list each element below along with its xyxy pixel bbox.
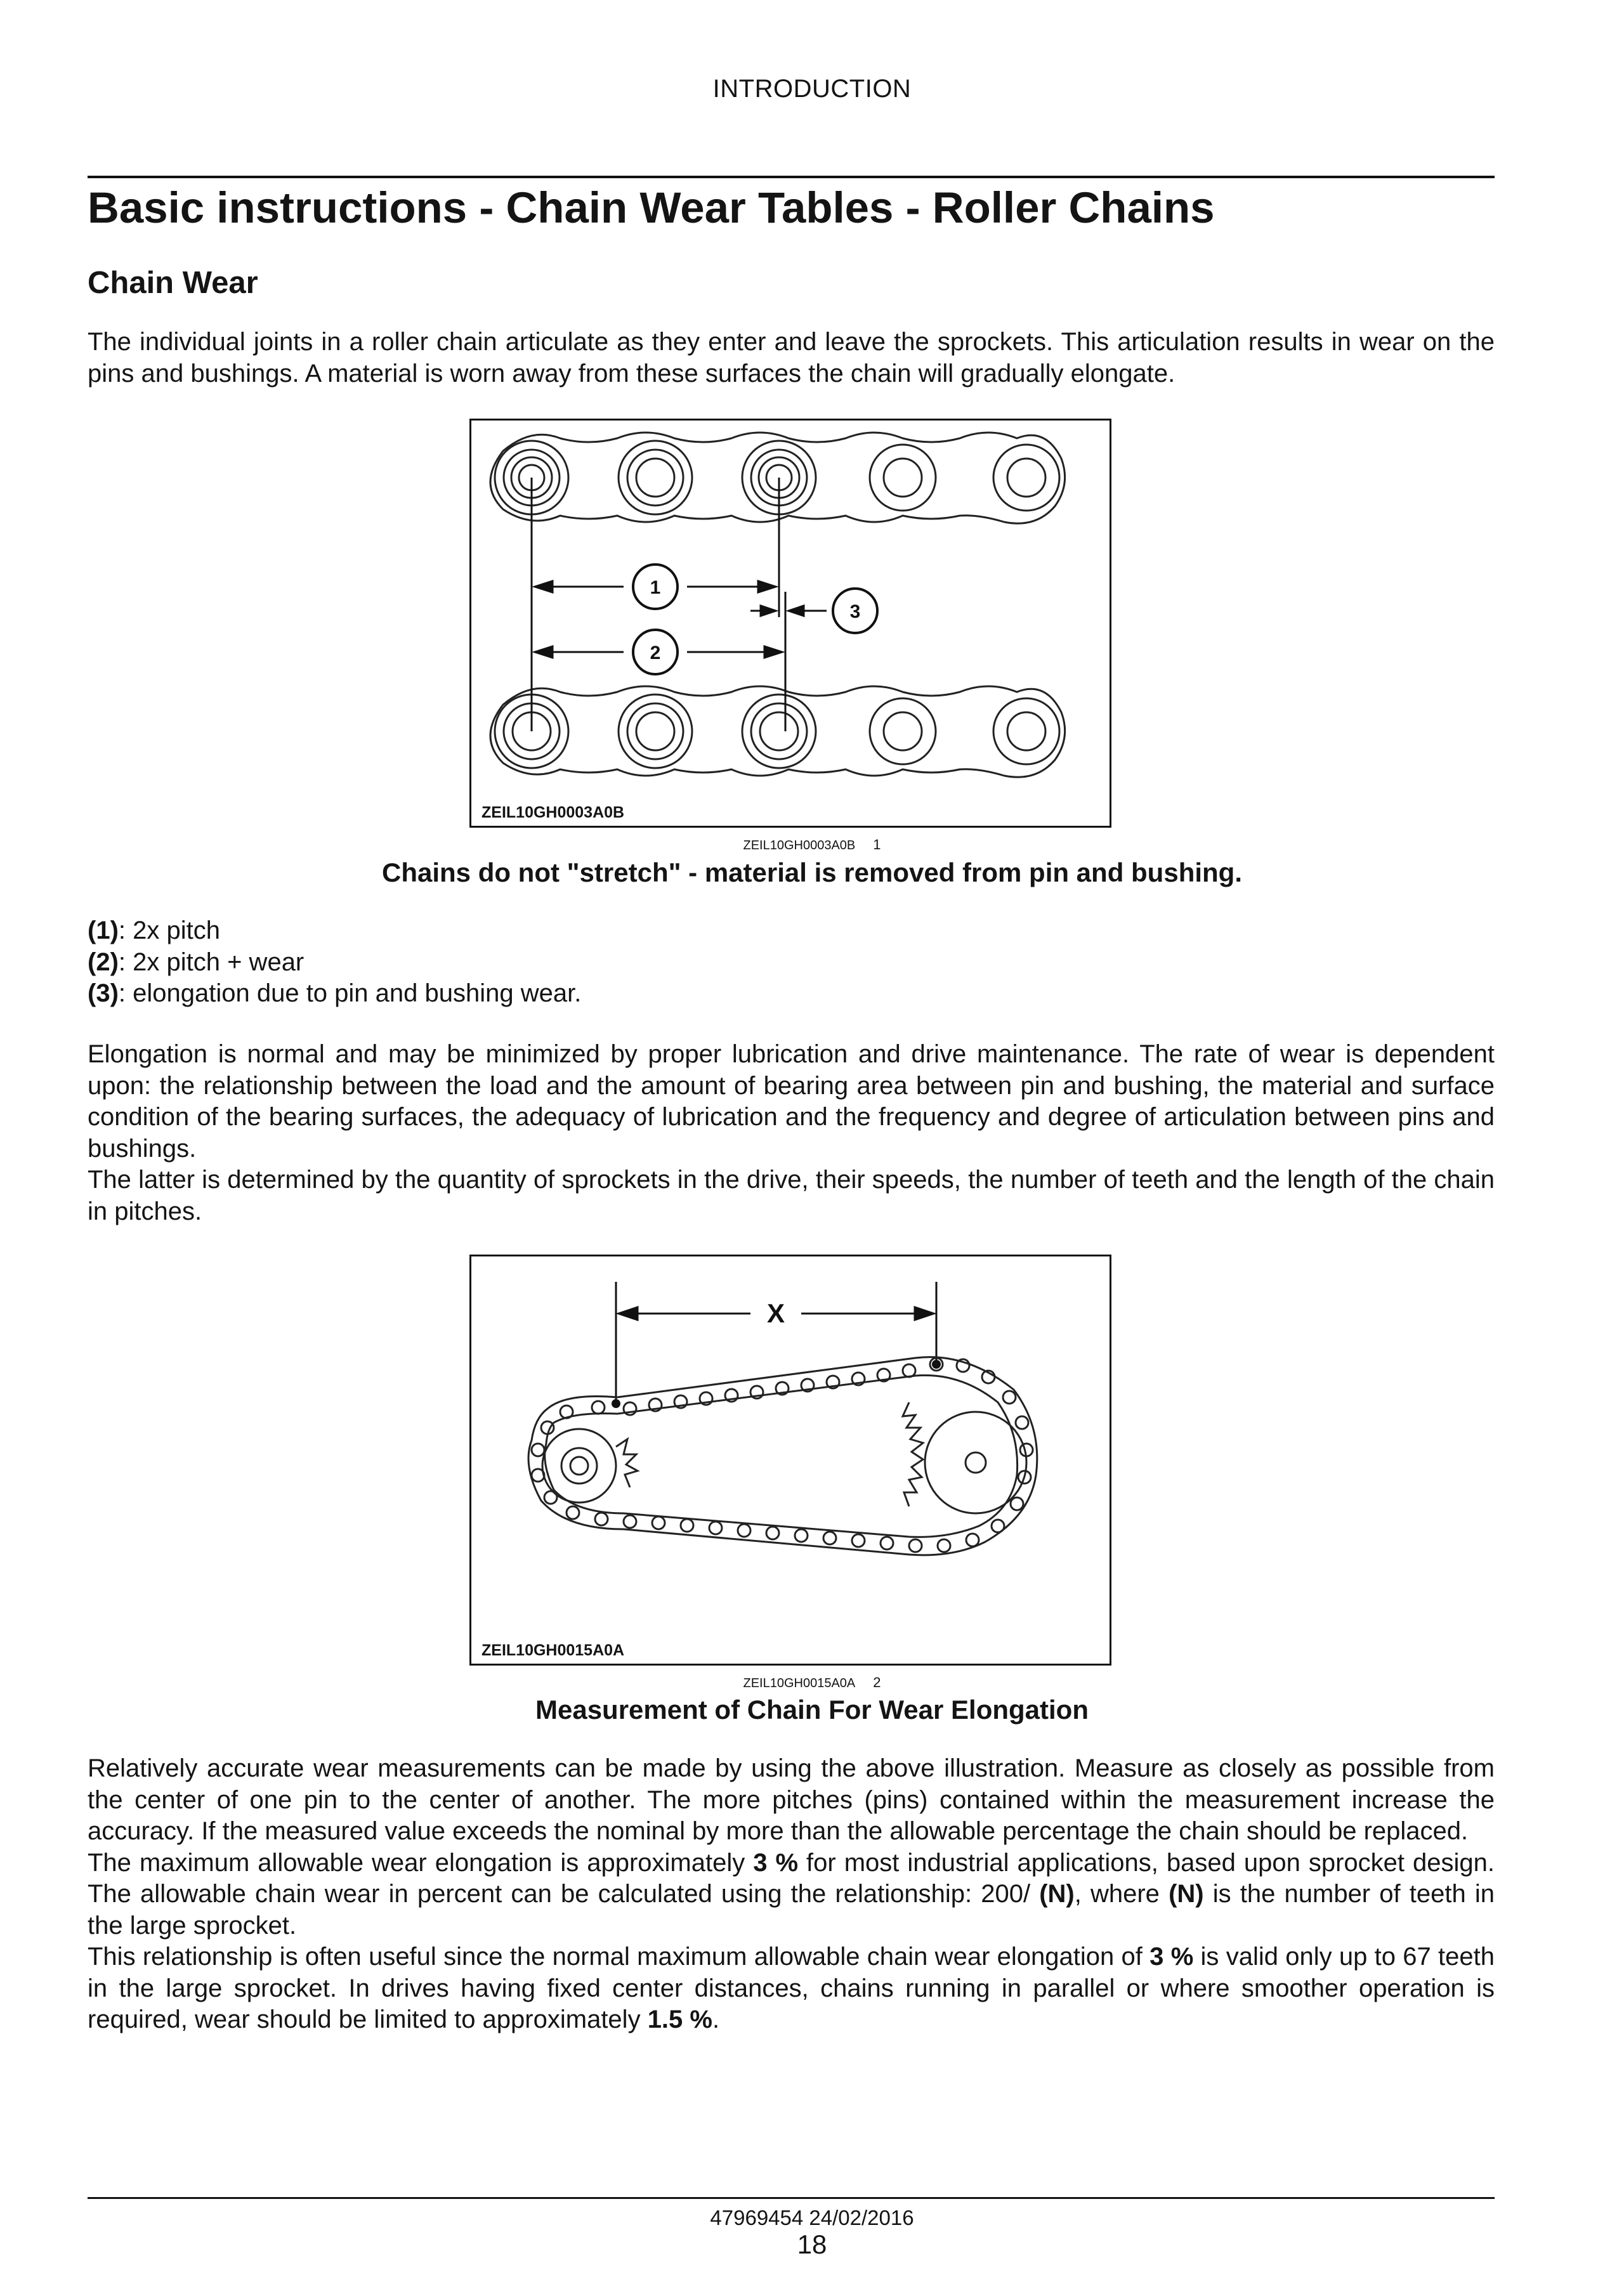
- section-subtitle: Chain Wear: [88, 266, 258, 300]
- intro-paragraph: The individual joints in a roller chain articulate as they enter and leave the sprockets. This articulation results in wear on the pins and bushings. A material is worn away from these surfaces the chain will gradually elongate.: [88, 328, 1495, 388]
- variable-n: (N): [1169, 1880, 1204, 1908]
- figure-caption: Chains do not "stretch" - material is removed from pin and bushing.: [382, 858, 1242, 887]
- elongation-text: [88, 1039, 1495, 1227]
- variable-n: (N): [1039, 1880, 1075, 1908]
- legend-item: [88, 915, 581, 947]
- footer-rule: [88, 2197, 1495, 2199]
- legend-text: : 2x pitch: [118, 916, 220, 944]
- figure-chain-measurement: [469, 1255, 1111, 1666]
- callout-2: 2: [650, 642, 661, 663]
- figure-reference: [0, 837, 1624, 853]
- running-header: INTRODUCTION: [712, 75, 912, 103]
- header-rule: [88, 176, 1495, 178]
- text-run: is valid only up to 67 teeth in the large sprocket. In drives having fixed center distances, chains running in parallel or where smoother operation is required, wear should be limited to approximately: [88, 1943, 1495, 2033]
- figure-ref-code: ZEIL10GH0015A0A: [743, 1676, 856, 1690]
- legend-key: (1): [88, 916, 119, 944]
- callout-1: 1: [650, 577, 661, 598]
- text-run: This relationship is often useful since the normal maximum allowable chain wear elongation of: [88, 1943, 1150, 1971]
- page-title: Basic instructions - Chain Wear Tables - Roller Chains: [88, 183, 1215, 232]
- dimension-x-label: X: [766, 1298, 785, 1328]
- page-number: 18: [797, 2229, 827, 2259]
- callout-3: 3: [849, 601, 861, 622]
- document-id: 47969454 24/02/2016: [710, 2206, 914, 2229]
- value-emphasis: 1.5 %: [647, 2006, 712, 2033]
- text-run: is the number of teeth in the large sprocket.: [88, 1880, 1495, 1940]
- legend-text: : 2x pitch + wear: [118, 948, 304, 976]
- figure-inner-code: ZEIL10GH0015A0A: [481, 1641, 625, 1659]
- paragraph: [88, 1848, 1495, 1942]
- chain-wear-diagram: [471, 421, 1110, 826]
- legend-key: (3): [88, 979, 119, 1007]
- figure-caption: Measurement of Chain For Wear Elongation: [535, 1695, 1089, 1725]
- figure-chain-wear: [469, 419, 1111, 828]
- text-run: for most industrial applications, based upon sprocket design. The allowable chain wear in percent can be calculated using the relationship: 200/: [88, 1848, 1495, 1908]
- paragraph: Elongation is normal and may be minimized by proper lubrication and drive maintenance. The rate of wear is dependent upon: the relationship between the load and the amount of bearing area between pin and bushing, the material and surface condition of the bearing surfaces, the adequacy of lubrication and the frequency and degree of articulation between pins and bushings.: [88, 1040, 1495, 1163]
- figure-inner-code: ZEIL10GH0003A0B: [481, 804, 625, 821]
- figure-reference: [0, 1674, 1624, 1691]
- callout-legend: [88, 915, 581, 1010]
- text-run: .: [712, 2006, 720, 2033]
- value-emphasis: 3 %: [753, 1848, 799, 1877]
- figure-ref-number: 2: [873, 1674, 881, 1690]
- paragraph: The latter is determined by the quantity of sprockets in the drive, their speeds, the number of teeth and the length of the chain in pitches.: [88, 1166, 1495, 1225]
- text-run: The maximum allowable wear elongation is approximately: [88, 1848, 754, 1877]
- legend-item: [88, 947, 581, 979]
- figure-ref-code: ZEIL10GH0003A0B: [743, 838, 856, 852]
- figure-ref-number: 1: [873, 837, 881, 852]
- legend-item: [88, 978, 581, 1010]
- legend-text: : elongation due to pin and bushing wear.: [118, 979, 582, 1007]
- paragraph: [88, 1941, 1495, 2036]
- legend-key: (2): [88, 948, 119, 976]
- measurement-text: [88, 1753, 1495, 2036]
- chain-drive-diagram: [471, 1256, 1110, 1664]
- paragraph: Relatively accurate wear measurements can be made by using the above illustration. Measure as closely as possible from the center of one pin to the center of another. The more pitches (pins) contained within the measurement increase the accuracy. If the measured value exceeds the nominal by more than the allowable percentage the chain should be replaced.: [88, 1754, 1495, 1845]
- text-run: , where: [1074, 1880, 1169, 1908]
- value-emphasis: 3 %: [1149, 1943, 1194, 1971]
